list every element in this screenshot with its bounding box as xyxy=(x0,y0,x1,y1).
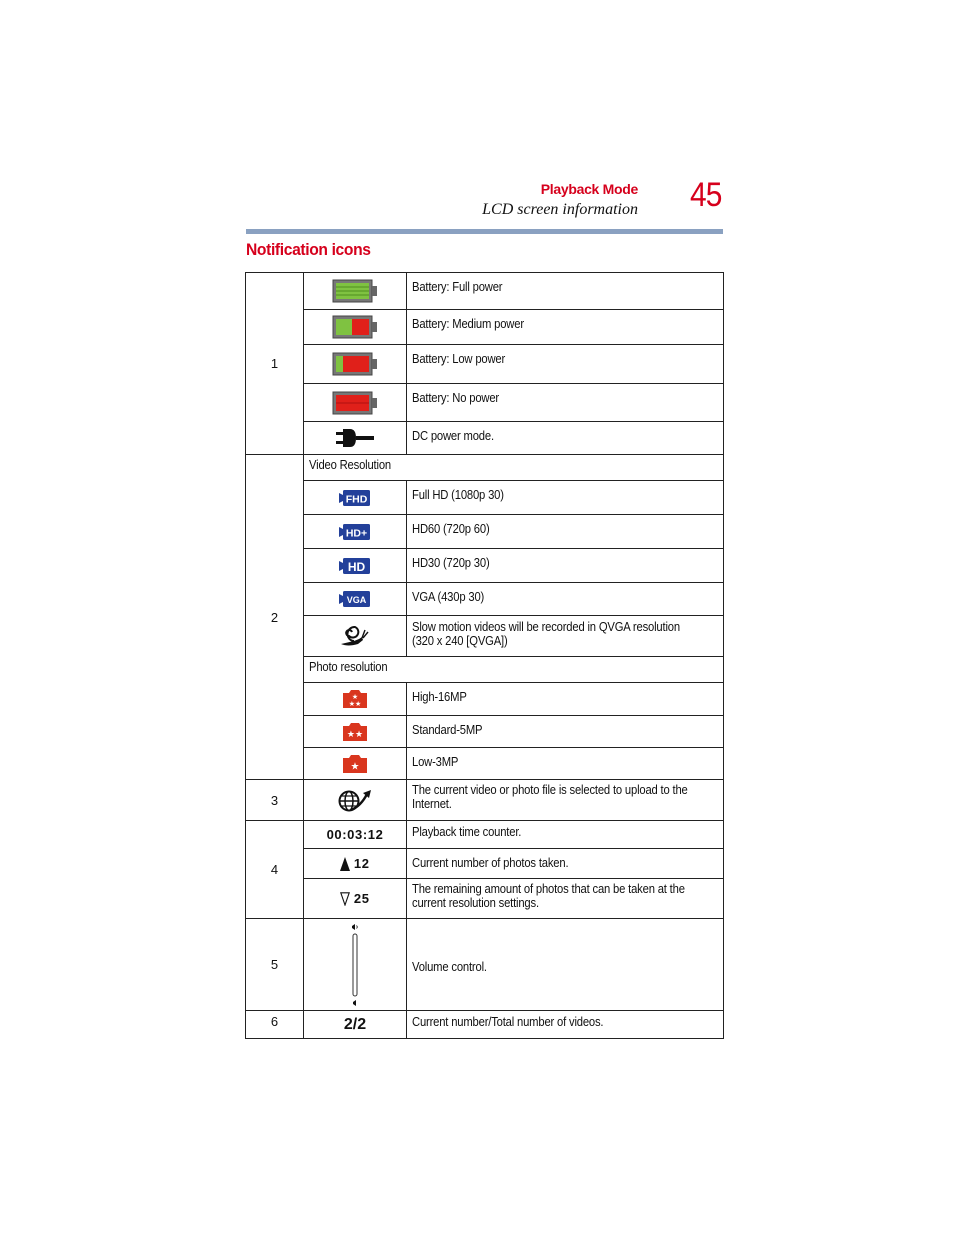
svg-text:★: ★ xyxy=(351,693,359,701)
table-row xyxy=(246,683,724,716)
photos-taken-counter: 12 xyxy=(304,849,407,879)
video-badge-text: VGA xyxy=(346,595,367,605)
row-description: High-16MP xyxy=(407,683,724,716)
row-description: DC power mode. xyxy=(407,422,724,455)
row-description: Low-3MP xyxy=(407,748,724,780)
row-description: Slow motion videos will be recorded in QVGA resolution (320 x 240 [QVGA]) xyxy=(407,616,724,657)
table-row xyxy=(246,549,724,583)
row-description: HD30 (720p 30) xyxy=(407,549,724,583)
running-header-section: Playback Mode xyxy=(540,181,638,197)
section-title: Notification icons xyxy=(246,240,371,259)
battery-full-icon xyxy=(304,273,407,310)
group-number: 2 xyxy=(246,455,304,780)
table-row xyxy=(246,748,724,780)
table-row xyxy=(246,780,724,821)
table-row xyxy=(246,345,724,384)
time-counter: 00:03:12 xyxy=(304,821,407,849)
table-row xyxy=(246,879,724,919)
table-row xyxy=(246,919,724,1011)
group-number: 6 xyxy=(246,1011,304,1039)
row-description: Standard-5MP xyxy=(407,716,724,748)
row-description: Battery: Full power xyxy=(407,273,724,310)
header-rule xyxy=(246,229,723,234)
row-description: Playback time counter. xyxy=(407,821,724,849)
table-row xyxy=(246,616,724,657)
video-count-indicator: 2/2 xyxy=(304,1011,407,1039)
svg-text:★★: ★★ xyxy=(348,700,362,708)
table-row xyxy=(246,657,724,683)
row-description: Current number of photos taken. xyxy=(407,849,724,879)
video-badge-text: FHD xyxy=(345,493,368,505)
table-row xyxy=(246,716,724,748)
photos-remaining-counter: 25 xyxy=(304,879,407,919)
row-description: Full HD (1080p 30) xyxy=(407,481,724,515)
globe-upload-icon xyxy=(304,780,407,821)
table-row xyxy=(246,849,724,879)
triangle-down-icon xyxy=(340,892,350,906)
table-row xyxy=(246,422,724,455)
table-row xyxy=(246,481,724,515)
row-description: The remaining amount of photos that can be taken at the current resolution settings. xyxy=(407,879,724,919)
photo-one-star-icon xyxy=(304,748,407,780)
hd30-camera-icon xyxy=(304,549,407,583)
battery-low-icon xyxy=(304,345,407,384)
table-row xyxy=(246,515,724,549)
row-description: HD60 (720p 60) xyxy=(407,515,724,549)
battery-empty-icon xyxy=(304,384,407,422)
row-description: Volume control. xyxy=(407,919,724,1011)
svg-text:★★: ★★ xyxy=(346,729,364,740)
table-row xyxy=(246,821,724,849)
row-description: Battery: No power xyxy=(407,384,724,422)
table-row xyxy=(246,1011,724,1039)
group-number: 3 xyxy=(246,780,304,821)
photo-three-star-icon xyxy=(304,683,407,716)
hd60-camera-icon xyxy=(304,515,407,549)
table-row xyxy=(246,310,724,345)
svg-text:★: ★ xyxy=(350,761,360,772)
triangle-up-icon xyxy=(340,857,350,871)
group-number: 5 xyxy=(246,919,304,1011)
row-description: Current number/Total number of videos. xyxy=(407,1011,724,1039)
group-number: 1 xyxy=(246,273,304,455)
vga-camera-icon xyxy=(304,583,407,616)
photo-resolution-heading: Photo resolution xyxy=(304,657,724,683)
photo-two-star-icon xyxy=(304,716,407,748)
page-number: 45 xyxy=(690,176,722,214)
group-number: 4 xyxy=(246,821,304,919)
battery-medium-icon xyxy=(304,310,407,345)
table-row xyxy=(246,583,724,616)
row-description: The current video or photo file is selected to upload to the Internet. xyxy=(407,780,724,821)
fhd-camera-icon xyxy=(304,481,407,515)
table-row xyxy=(246,273,724,310)
snail-icon xyxy=(304,616,407,657)
volume-slider-icon xyxy=(304,919,407,1011)
table-row xyxy=(246,455,724,481)
row-description: Battery: Low power xyxy=(407,345,724,384)
table-row xyxy=(246,384,724,422)
video-badge-text: HD xyxy=(347,559,366,574)
video-resolution-heading: Video Resolution xyxy=(304,455,724,481)
notification-icons-table xyxy=(245,272,724,1039)
row-description: Battery: Medium power xyxy=(407,310,724,345)
video-badge-text: HD+ xyxy=(345,527,368,539)
row-description: VGA (430p 30) xyxy=(407,583,724,616)
dc-plug-icon xyxy=(304,422,407,455)
running-header-subsection: LCD screen information xyxy=(482,201,638,218)
